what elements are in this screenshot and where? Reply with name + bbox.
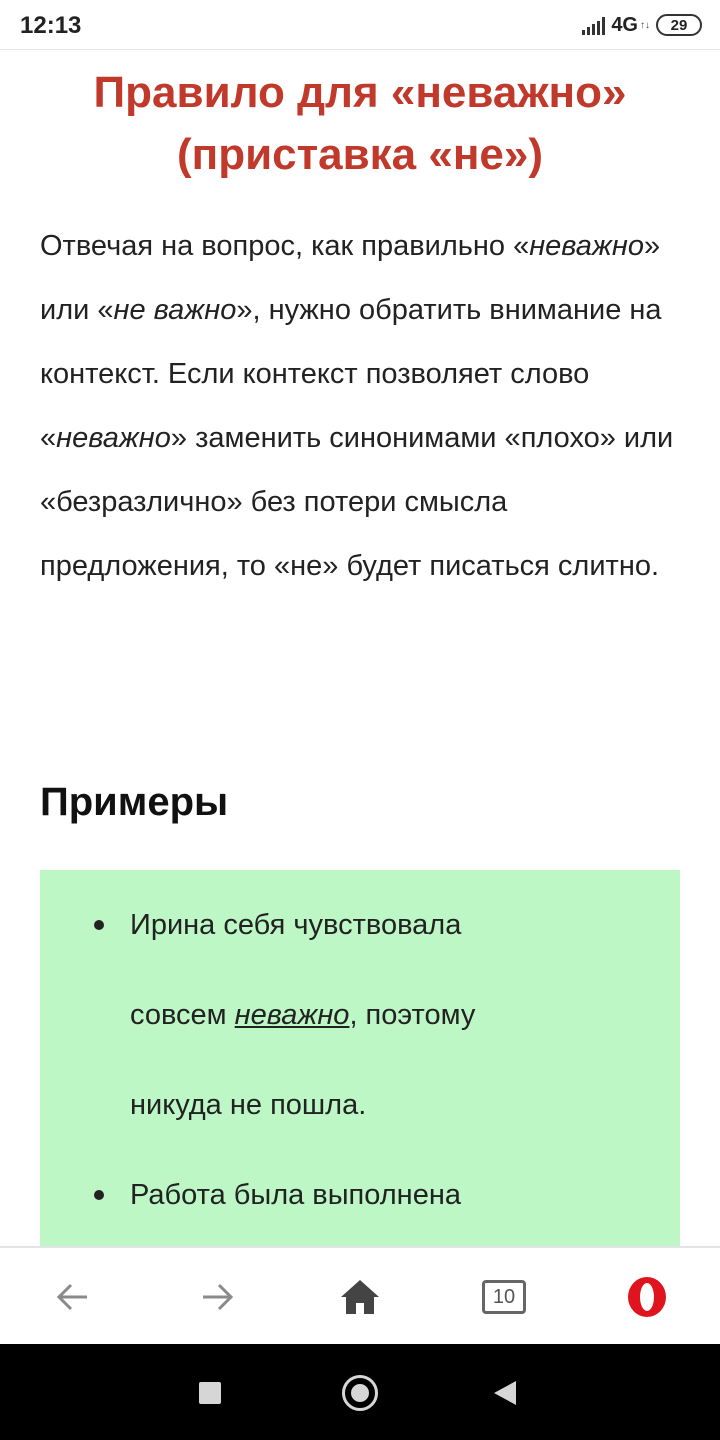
system-navigation-bar [0, 1344, 720, 1440]
example-text: Работа была выполнена [130, 1179, 461, 1211]
signal-icon [582, 15, 605, 35]
opera-logo-icon [625, 1275, 669, 1319]
tabs-count: 10 [492, 1285, 516, 1308]
battery-icon [656, 14, 702, 36]
para-italic-word: неважно [56, 422, 171, 454]
status-bar [0, 0, 720, 50]
examples-box [40, 870, 680, 1246]
browser-toolbar [0, 1246, 720, 1344]
para-text: », нужно обратить внимание на контекст. Если контекст позволяет слово « [40, 294, 662, 454]
example-text: Ирина себя чувствовала совсем [130, 909, 462, 1031]
article-title: Правило для «неважно» (приставка «не») [93, 68, 627, 179]
forward-arrow-icon [197, 1277, 237, 1317]
para-text: » заменить синонимами «плохо» или «безразлично» без потери смысла предложения, то «не» будет писаться слитно. [40, 422, 674, 582]
tabs-button[interactable] [479, 1272, 529, 1322]
tabs-icon [482, 1280, 526, 1314]
network-type: 4G [611, 13, 638, 36]
home-button[interactable] [335, 1272, 385, 1322]
back-button[interactable] [48, 1272, 98, 1322]
example-text: , поэтому никуда не пошла. [130, 999, 476, 1121]
para-italic-word: неважно [529, 230, 644, 262]
examples-heading: Примеры [40, 780, 229, 824]
example-keyword: неважно [234, 999, 350, 1031]
example-item [130, 880, 550, 1150]
home-icon [339, 1277, 381, 1317]
battery-level: 29 [670, 16, 688, 34]
system-back-icon[interactable] [494, 1381, 516, 1405]
opera-menu-button[interactable] [622, 1272, 672, 1322]
status-indicators [582, 12, 702, 38]
recent-apps-icon[interactable] [199, 1382, 221, 1404]
para-text: » или « [40, 230, 661, 326]
para-italic-word: не важно [113, 294, 237, 326]
system-home-icon[interactable] [342, 1375, 378, 1411]
article-paragraph [40, 214, 680, 598]
example-item [130, 1150, 550, 1240]
para-text: Отвечая на вопрос, как правильно « [40, 230, 530, 262]
forward-button[interactable] [192, 1272, 242, 1322]
data-activity-icon: ↑↓ [640, 19, 650, 31]
status-time: 12:13 [20, 12, 82, 39]
back-arrow-icon [53, 1277, 93, 1317]
web-page-content[interactable] [0, 50, 720, 1246]
